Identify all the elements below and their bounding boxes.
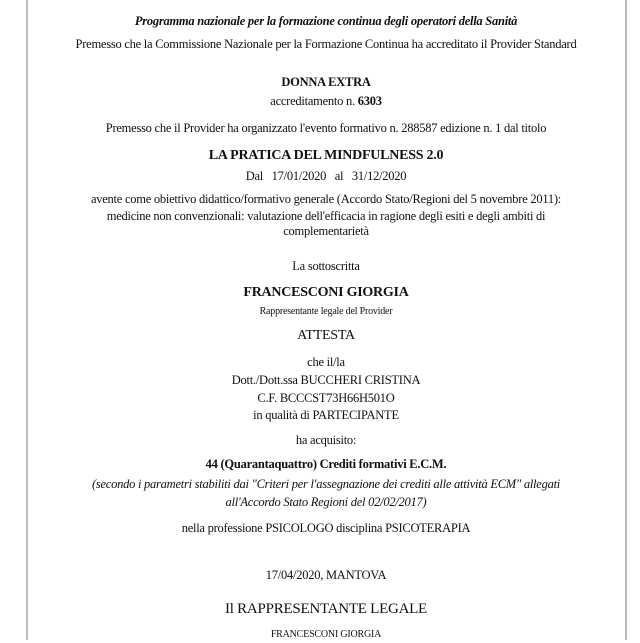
accreditation-number: 6303 (357, 94, 382, 108)
provider-name: DONNA EXTRA (281, 75, 371, 89)
accreditation-label: accreditamento n. (270, 94, 355, 108)
acquired-label: ha acquisito: (295, 433, 357, 447)
representative-role: Rappresentante legale del Provider (259, 306, 393, 317)
objective-line-2: medicine non convenzionali: valutazione dell'efficacia in ragione degli esiti e degli ambiti di (106, 209, 546, 223)
undersigned-label: La sottoscritta (292, 259, 360, 273)
objective-line-1: avente come obiettivo didattico/formativo generale (Accordo Stato/Regioni del 5 novembre 2011): (90, 192, 562, 206)
representative-name: FRANCESCONI GIORGIA (243, 285, 409, 300)
event-title: LA PRATICA DEL MINDFULNESS 2.0 (208, 148, 444, 163)
profession: nella professione PSICOLOGO disciplina PSICOTERAPIA (181, 521, 471, 535)
signature-title: Il RAPPRESENTANTE LEGALE (225, 601, 427, 617)
premise-event: Premesso che il Provider ha organizzato l'evento formativo n. 288587 edizione n. 1 dal titolo (105, 121, 547, 135)
criteria-line-2: all'Accordo Stato Regioni del 02/02/2017) (225, 495, 427, 509)
date-place: 17/04/2020, MANTOVA (265, 568, 387, 582)
criteria-line-1: (secondo i parametri stabiliti dai "Criteri per l'assegnazione dei crediti alle attività ECM" allegati (91, 477, 561, 491)
event-dates: Dal 17/01/2020 al 31/12/2020 (245, 169, 407, 183)
attesta-heading: ATTESTA (297, 328, 355, 343)
accreditation (26, 93, 626, 109)
premise-commission: Premesso che la Commissione Nazionale per la Formazione Continua ha accreditato il Provider Standard (75, 37, 577, 51)
program-heading: Programma nazionale per la formazione continua degli operatori della Sanità (134, 14, 518, 28)
signature-name: FRANCESCONI GIORGIA (270, 629, 382, 640)
objective-line-3: complementarietà (283, 224, 369, 238)
participant-role: in qualità di PARTECIPANTE (253, 408, 399, 422)
credits: 44 (Quarantaquattro) Crediti formativi E.C.M. (205, 457, 447, 471)
fiscal-code: C.F. BCCCST73H66H501O (257, 391, 395, 405)
che-label: che il/la (307, 355, 345, 369)
participant-name: Dott./Dott.ssa BUCCHERI CRISTINA (231, 373, 421, 387)
